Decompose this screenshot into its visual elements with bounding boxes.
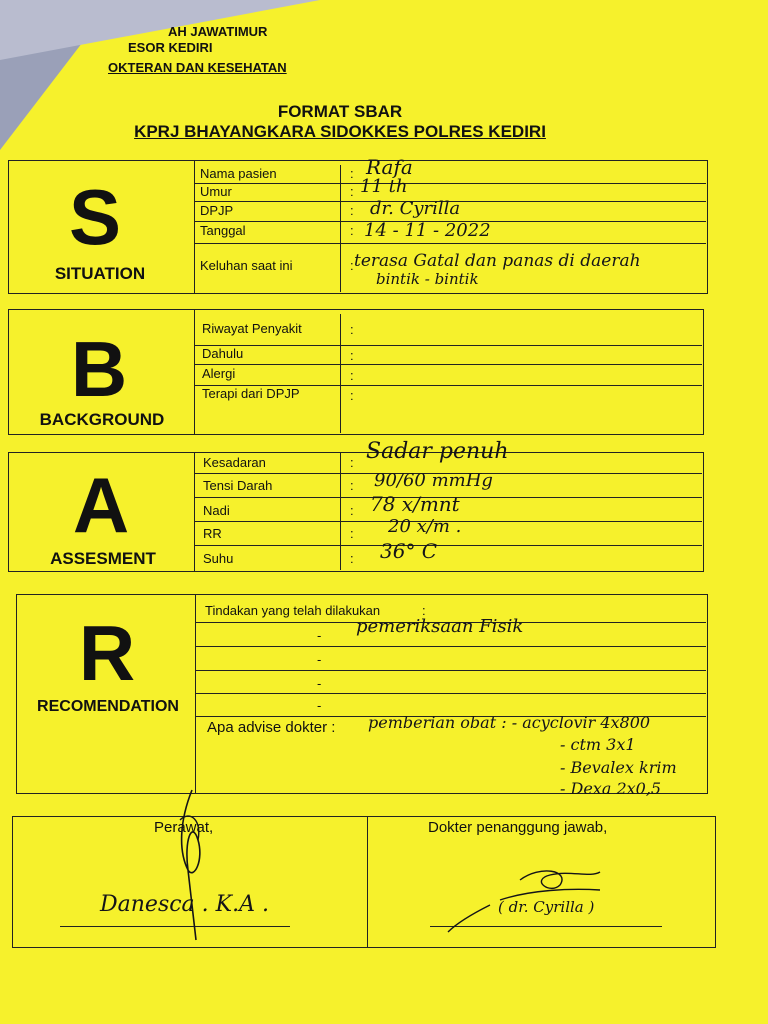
dokter-name: ( dr. Cyrilla ) [498, 898, 595, 916]
dash: - [317, 676, 322, 691]
divider [340, 314, 341, 433]
colon: : [350, 322, 354, 337]
handwritten-value: 90/60 mmHg [374, 470, 493, 491]
field-label: Alergi [202, 366, 236, 381]
handwritten-value: dr. Cyrilla [370, 198, 461, 219]
colon: : [422, 603, 426, 618]
dash: - [317, 698, 322, 713]
advise-line: - ctm 3x1 [560, 735, 636, 754]
header-line-3: OKTERAN DAN KESEHATAN [108, 60, 287, 75]
divider [340, 452, 341, 570]
divider [194, 243, 706, 244]
field-label: Umur [200, 184, 232, 199]
colon: : [350, 166, 354, 181]
advise-line: - Dexa 2x0,5 [560, 779, 662, 798]
colon: : [350, 455, 354, 470]
dokter-label: Dokter penanggung jawab, [428, 819, 608, 836]
handwritten-value: bintik - bintik [376, 270, 479, 288]
field-label: Riwayat Penyakit [202, 321, 302, 336]
divider [194, 545, 702, 546]
tindakan-label: Tindakan yang telah dilakukan [205, 603, 381, 618]
handwritten-value: 36° C [380, 539, 438, 563]
handwritten-value: 78 x/mnt [370, 492, 460, 516]
field-label: Dahulu [202, 346, 244, 361]
divider [194, 183, 706, 184]
colon: : [350, 551, 354, 566]
divider [194, 160, 195, 293]
handwritten-value: 14 - 11 - 2022 [364, 220, 491, 241]
field-label: Nama pasien [200, 166, 277, 181]
divider [196, 670, 706, 671]
perawat-name: Danesca . K.A . [100, 892, 269, 917]
section-letter-b: B [70, 325, 128, 413]
handwritten-value: 20 x/m . [388, 516, 462, 537]
colon: : [350, 223, 354, 238]
colon: : [350, 503, 354, 518]
section-name-background: BACKGROUND [39, 410, 165, 429]
divider [196, 693, 706, 694]
handwritten-value: 11 th [360, 176, 408, 197]
dash: - [317, 628, 322, 643]
section-name-assessment: ASSESMENT [50, 549, 156, 568]
field-label: Nadi [203, 503, 230, 518]
colon: : [350, 348, 354, 363]
field-label: Tanggal [200, 223, 246, 238]
section-letter-r: R [78, 609, 136, 697]
perawat-label: Perawat, [154, 819, 214, 836]
colon: : [350, 184, 354, 199]
header-line-2: ESOR KEDIRI [128, 40, 213, 55]
section-name-recommendation: RECOMENDATION [37, 698, 179, 715]
advise-label: Apa advise dokter : [207, 719, 336, 736]
handwritten-value: Sadar penuh [366, 439, 509, 464]
page-title: FORMAT SBAR [277, 102, 403, 121]
handwritten-value: pemeriksaan Fisik [356, 616, 524, 637]
colon: : [350, 478, 354, 493]
section-name-situation: SITUATION [54, 264, 146, 283]
field-label: Keluhan saat ini [200, 258, 293, 273]
colon: : [350, 368, 354, 383]
divider [194, 364, 702, 365]
field-label: Kesadaran [203, 455, 266, 470]
dash: - [317, 652, 322, 667]
colon: : [350, 203, 354, 218]
handwritten-value: terasa Gatal dan panas di daerah [354, 251, 641, 271]
field-label: RR [203, 526, 222, 541]
field-label: Tensi Darah [203, 478, 273, 493]
handwritten-value: Rafa [366, 155, 413, 179]
colon: : [350, 258, 354, 273]
field-label: Terapi dari DPJP [202, 386, 300, 401]
advise-line: pemberian obat : - acyclovir 4x800 [368, 713, 651, 732]
header-line-1: AH JAWATIMUR [168, 24, 268, 39]
field-label: DPJP [200, 203, 234, 218]
page-subtitle: KPRJ BHAYANGKARA SIDOKKES POLRES KEDIRI [134, 122, 546, 141]
divider [194, 309, 195, 434]
divider [340, 165, 341, 292]
divider [367, 816, 368, 947]
perawat-signature [170, 780, 240, 950]
section-letter-s: S [68, 173, 122, 261]
divider [194, 452, 195, 571]
field-label: Suhu [203, 551, 234, 566]
divider [194, 345, 702, 346]
section-letter-a: A [72, 461, 130, 549]
divider [196, 646, 706, 647]
colon: : [350, 526, 354, 541]
colon: : [350, 388, 354, 403]
advise-line: - Bevalex krim [560, 758, 677, 777]
dokter-signature [440, 860, 640, 940]
